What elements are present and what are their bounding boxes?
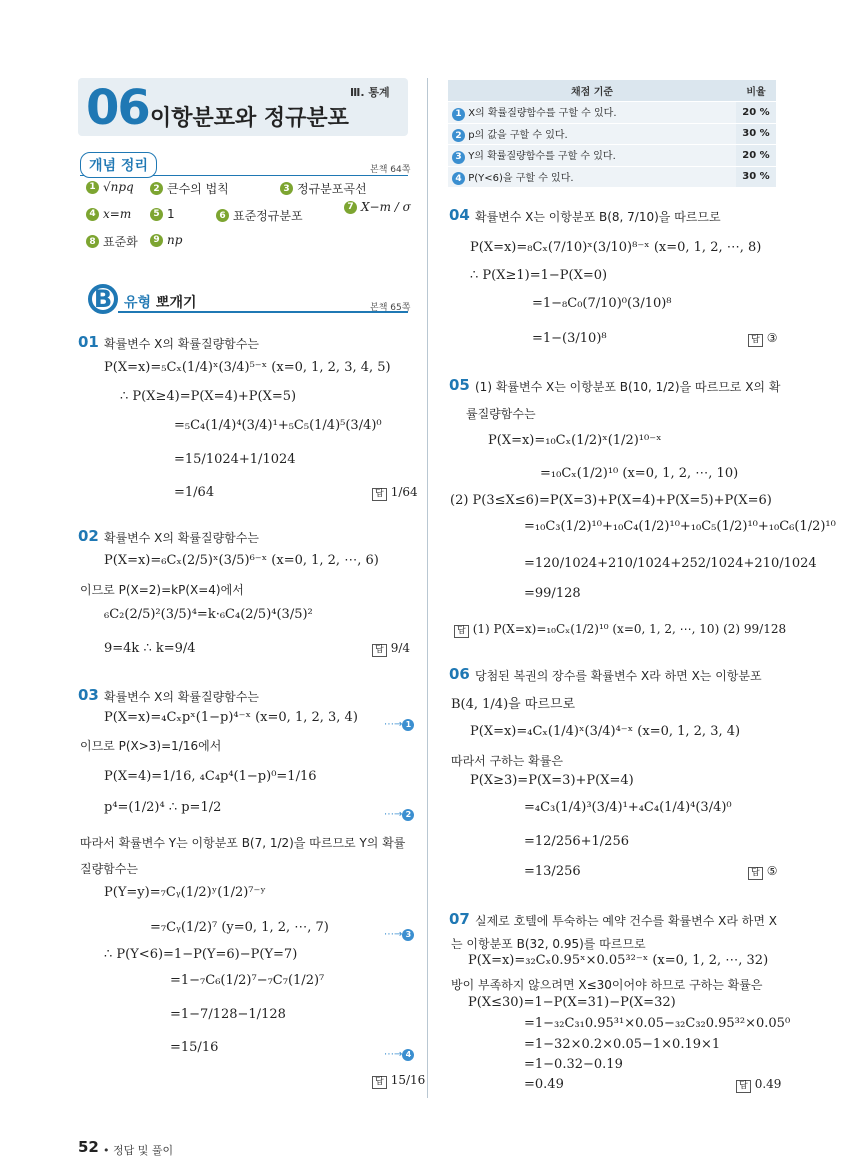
problem-text: 확률변수 X의 확률질량함수는 xyxy=(104,531,259,545)
problem-text: (1) 확률변수 X는 이항분포 B(10, 1/2)을 따르므로 X의 확 xyxy=(475,380,781,394)
equation-line: =1−0.32−0.19 xyxy=(524,1057,623,1072)
concept-item: 6 표준정규분포 xyxy=(216,207,303,224)
equation-line: ∴ P(X≥4)=P(X=4)+P(X=5) xyxy=(120,389,297,404)
table-header: 비율 xyxy=(736,80,776,102)
equation-line: p⁴=(1/2)⁴ ∴ p=1/2 xyxy=(104,800,222,815)
equation-line: =99/128 xyxy=(524,586,581,601)
equation-line: =1/64 xyxy=(174,485,215,500)
type-divider xyxy=(118,311,408,313)
equation-line: P(X=x)=₅Cₓ(1/4)ˣ(3/4)⁵⁻ˣ (x=0, 1, 2, 3, 4, 5) xyxy=(104,360,391,375)
equation-line: ₆C₂(2/5)²(3/5)⁴=k·₆C₄(2/5)⁴(3/5)² xyxy=(104,607,313,622)
problem-number: 06 xyxy=(449,665,470,683)
equation-line: =1−₃₂C₃₁0.95³¹×0.05−₃₂C₃₂0.95³²×0.05⁰ xyxy=(524,1016,791,1031)
chapter-unit: Ⅲ. 통계 xyxy=(350,86,390,99)
equation-line: P(X≥3)=P(X=3)+P(X=4) xyxy=(470,773,634,788)
equation-line: B(4, 1/4)을 따르므로 xyxy=(451,697,576,712)
equation-line: =15/16 xyxy=(170,1040,219,1055)
concept-item: 5 1 xyxy=(150,207,175,221)
equation-line: P(X=x)=₈Cₓ(7/10)ˣ(3/10)⁸⁻ˣ (x=0, 1, 2, ⋯, 8) xyxy=(470,240,762,255)
concept-item: 1 √npq xyxy=(86,180,134,194)
equation-line: =1−₇C₆(1/2)⁷−₇C₇(1/2)⁷ xyxy=(170,973,325,988)
table-row: 3 Y의 확률질량함수를 구할 수 있다. 20 % xyxy=(448,145,776,167)
equation-line: ∴ P(X≥1)=1−P(X=0) xyxy=(470,268,608,283)
equation-line: =₄C₃(1/4)³(3/4)¹+₄C₄(1/4)⁴(3/4)⁰ xyxy=(524,800,732,815)
equation-line: ∴ P(Y<6)=1−P(Y=6)−P(Y=7) xyxy=(104,947,298,962)
chapter-title: 이항분포와 정규분포 xyxy=(150,106,349,131)
answer: 답 0.49 xyxy=(736,1077,781,1093)
answer: 답 9/4 xyxy=(372,641,410,657)
problem-text: 이므로 P(X>3)=1/16에서 xyxy=(80,739,222,753)
column-divider xyxy=(427,78,428,1098)
type-page-ref: 본책 65쪽 xyxy=(370,303,411,313)
answer: 답 ③ xyxy=(748,331,777,347)
equation-line: =1−₈C₀(7/10)⁰(3/10)⁸ xyxy=(532,296,672,311)
equation-line: =12/256+1/256 xyxy=(524,834,629,849)
type-title: 유형 뽀개기 xyxy=(124,295,197,311)
type-badge: B xyxy=(88,284,118,314)
concept-item: 4 x=m xyxy=(86,207,131,221)
equation-line: P(X=x)=₃₂Cₓ0.95ˣ×0.05³²⁻ˣ (x=0, 1, 2, ⋯, 32) xyxy=(468,953,769,968)
equation-line: =₁₀Cₓ(1/2)¹⁰ (x=0, 1, 2, ⋯, 10) xyxy=(540,466,739,481)
problem-number: 04 xyxy=(449,206,470,224)
table-header-row xyxy=(448,80,776,102)
problem-number: 05 xyxy=(449,376,470,394)
concept-item: 2 큰수의 법칙 xyxy=(150,180,229,197)
equation-line: P(X=4)=1/16, ₄C₄p⁴(1−p)⁰=1/16 xyxy=(104,769,317,784)
footer-label: • 정답 및 풀이 xyxy=(103,1144,174,1157)
equation-line: P(X=x)=₄Cₓpˣ(1−p)⁴⁻ˣ (x=0, 1, 2, 3, 4) xyxy=(104,710,358,725)
step-marker: ⋯→ 2 xyxy=(384,802,414,821)
problem-text: 이므로 P(X=2)=kP(X=4)에서 xyxy=(80,583,244,597)
equation-line: 9=4k ∴ k=9/4 xyxy=(104,641,196,656)
problem-text: 률질량함수는 xyxy=(466,407,536,421)
scoring-table xyxy=(448,80,776,188)
step-marker: ⋯→ 1 xyxy=(384,712,414,731)
step-marker: ⋯→ 4 xyxy=(384,1042,414,1061)
equation-line: =₅C₄(1/4)⁴(3/4)¹+₅C₅(1/4)⁵(3/4)⁰ xyxy=(174,418,382,433)
problem-number: 07 xyxy=(449,910,470,928)
step-marker: ⋯→ 3 xyxy=(384,922,414,941)
equation-line: =₁₀C₃(1/2)¹⁰+₁₀C₄(1/2)¹⁰+₁₀C₅(1/2)¹⁰+₁₀C₆(1/2)¹⁰ xyxy=(524,519,836,534)
equation-line: P(X≤30)=1−P(X=31)−P(X=32) xyxy=(468,995,676,1010)
problem-number: 01 xyxy=(78,333,99,351)
equation-line: P(X=x)=₁₀Cₓ(1/2)ˣ(1/2)¹⁰⁻ˣ xyxy=(488,433,662,448)
problem-text: 확률변수 X는 이항분포 B(8, 7/10)을 따르므로 xyxy=(475,210,721,224)
problem-text: 당첨된 복권의 장수를 확률변수 X라 하면 X는 이항분포 xyxy=(475,669,762,683)
answer: 답 ⑤ xyxy=(748,864,777,880)
equation-line: =₇Cᵧ(1/2)⁷ (y=0, 1, 2, ⋯, 7) xyxy=(150,920,329,935)
concepts-page-ref: 본책 64쪽 xyxy=(370,165,411,175)
concept-item: 3 정규분포곡선 xyxy=(280,180,367,197)
concept-item: 8 표준화 xyxy=(86,233,138,250)
problem-text: 실제로 호텔에 투숙하는 예약 건수를 확률변수 X라 하면 X xyxy=(475,914,777,928)
table-row: 4 P(Y<6)을 구할 수 있다. 30 % xyxy=(448,166,776,188)
problem-text: 질량함수는 xyxy=(80,862,138,876)
problem-text: 는 이항분포 B(32, 0.95)를 따르므로 xyxy=(451,937,646,951)
answer: 답 1/64 xyxy=(372,485,418,501)
table-header: 채점 기준 xyxy=(448,80,736,102)
problem-text: 확률변수 X의 확률질량함수는 xyxy=(104,690,259,704)
problem-text: 따라서 구하는 확률은 xyxy=(451,754,563,768)
equation-line: =1−(3/10)⁸ xyxy=(532,331,607,346)
equation-line: (2) P(3≤X≤6)=P(X=3)+P(X=4)+P(X=5)+P(X=6) xyxy=(450,493,772,508)
equation-line: =1−32×0.2×0.05−1×0.19×1 xyxy=(524,1037,721,1052)
problem-text: 방이 부족하지 않으려면 X≤30이어야 하므로 구하는 확률은 xyxy=(451,978,763,992)
equation-line: =15/1024+1/1024 xyxy=(174,452,296,467)
chapter-number: 06 xyxy=(86,80,149,136)
table-row: 2 p의 값을 구할 수 있다. 30 % xyxy=(448,123,776,145)
concepts-label: 개념 정리 xyxy=(80,152,157,178)
equation-line: =1−7/128−1/128 xyxy=(170,1007,286,1022)
answer: 답 15/16 xyxy=(372,1073,425,1089)
problem-number: 03 xyxy=(78,686,99,704)
concept-item: 7 X−m / σ xyxy=(344,200,411,214)
problem-number: 02 xyxy=(78,527,99,545)
equation-line: =13/256 xyxy=(524,864,581,879)
page-number: 52 xyxy=(78,1138,99,1156)
equation-line: P(X=x)=₆Cₓ(2/5)ˣ(3/5)⁶⁻ˣ (x=0, 1, 2, ⋯, 6) xyxy=(104,553,379,568)
table-row: 1 X의 확률질량함수를 구할 수 있다. 20 % xyxy=(448,102,776,124)
equation-line: P(X=x)=₄Cₓ(1/4)ˣ(3/4)⁴⁻ˣ (x=0, 1, 2, 3, 4) xyxy=(470,724,741,739)
problem-text: 확률변수 X의 확률질량함수는 xyxy=(104,337,259,351)
concept-item: 9 np xyxy=(150,233,182,247)
equation-line: P(Y=y)=₇Cᵧ(1/2)ʸ(1/2)⁷⁻ʸ xyxy=(104,885,266,900)
equation-line: =0.49 xyxy=(524,1077,564,1092)
problem-text: 따라서 확률변수 Y는 이항분포 B(7, 1/2)을 따르므로 Y의 확률 xyxy=(80,836,406,850)
answer: 답 (1) P(X=x)=₁₀Cₓ(1/2)¹⁰ (x=0, 1, 2, ⋯, 10) (2) 99/128 xyxy=(454,622,786,638)
equation-line: =120/1024+210/1024+252/1024+210/1024 xyxy=(524,556,817,571)
